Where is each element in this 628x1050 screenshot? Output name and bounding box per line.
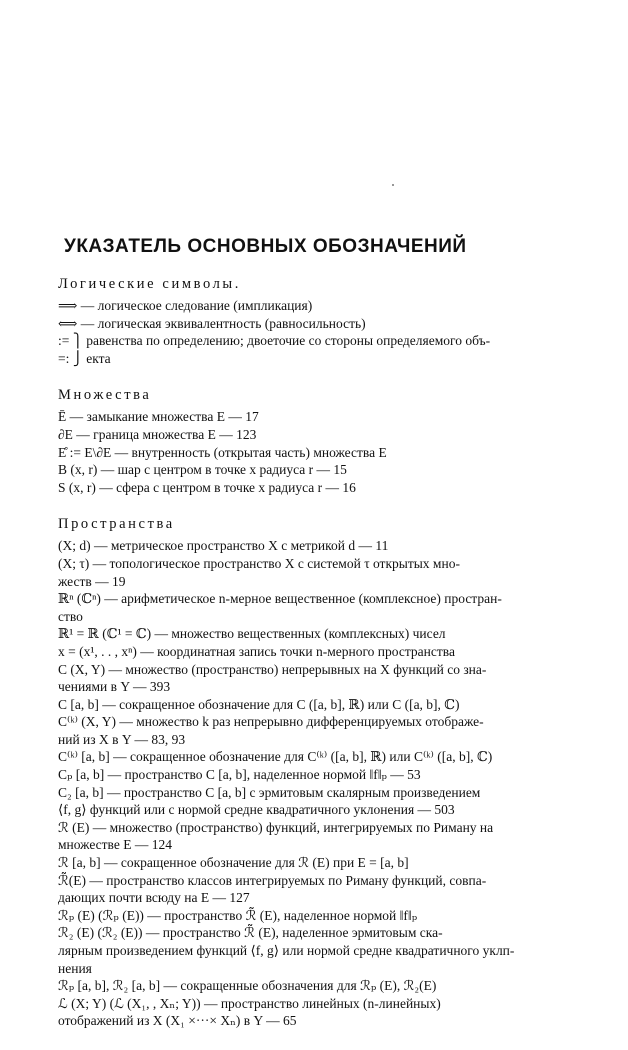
entry-line: E̊ := E\∂E — внутренность (открытая часть) множества E [58, 444, 387, 460]
entry-line: ℛ (E) — множество (пространство) функций, интегрируемых по Риману на [58, 819, 494, 835]
entry-line: ⟺ — логическая эквивалентность (равносильность) [58, 315, 366, 331]
entry-line: C⁽ᵏ⁾ (X, Y) — множество k раз непрерывно дифференцируемых отображе- [58, 714, 484, 730]
entry-line: (X; d) — метрическое пространство X с метрикой d — 11 [58, 538, 389, 554]
entry-line: ℛₚ (E) (ℛₚ (E)) — пространство ℛ̃ (E), наделенное нормой ‖f‖ₚ [58, 907, 418, 923]
page-title: УКАЗАТЕЛЬ ОСНОВНЫХ ОБОЗНАЧЕНИЙ [64, 236, 467, 257]
entry-line: ℛ₂ (E) (ℛ₂ (E)) — пространство ℛ̃ (E), наделенное эрмитовым ска- [58, 925, 443, 941]
index-page [58, 236, 598, 1050]
entry-line: C (X, Y) — множество (пространство) непрерывных на X функций со зна- [58, 661, 487, 677]
entry-line: жеств — 19 [58, 573, 126, 589]
entry-line: S (x, r) — сфера с центром в точке x радиуса r — 16 [58, 479, 356, 495]
entry-line: =: ⎭ екта [58, 350, 111, 366]
entry-line: множестве E — 124 [58, 837, 172, 853]
entry-line: отображений из X (X₁ ×···× Xₙ) в Y — 65 [58, 1013, 297, 1029]
entry-line: ℝ¹ = ℝ (ℂ¹ = ℂ) — множество вещественных (комплексных) чисел [58, 626, 446, 642]
entry-line: C [a, b] — сокращенное обозначение для C ([a, b], ℝ) или C ([a, b], ℂ) [58, 696, 460, 712]
entry-line: (X; τ) — топологическое пространство X с системой τ открытых мно- [58, 555, 460, 571]
section-heading: Множества [58, 387, 152, 404]
entry-line: дающих почти всюду на E — 127 [58, 890, 250, 906]
entry-line: чениями в Y — 393 [58, 679, 171, 695]
entry-line: B (x, r) — шар с центром в точке x радиуса r — 15 [58, 462, 347, 478]
entry-line: ℛₚ [a, b], ℛ₂ [a, b] — сокращенные обозначения для ℛₚ (E), ℛ₂(E) [58, 978, 437, 994]
entry-line: лярным произведением функций ⟨f, g⟩ или нормой средне квадратичного уклп- [58, 943, 515, 958]
section [58, 516, 598, 1030]
entry-line: C⁽ᵏ⁾ [a, b] — сокращенное обозначение для C⁽ᵏ⁾ ([a, b], ℝ) или C⁽ᵏ⁾ ([a, b], ℂ) [58, 749, 493, 765]
entry-line: ⟹ — логическое следование (импликация) [58, 298, 313, 313]
entry-line: ⟨f, g⟩ функций или с нормой средне квадратичного уклонения — 503 [58, 802, 455, 818]
section-heading: Пространства [58, 516, 175, 533]
print-speck [392, 184, 394, 186]
section [58, 276, 598, 367]
entry-line: C₂ [a, b] — пространство C [a, b] с эрмитовым скалярным произведением [58, 784, 481, 800]
entry-line: ний из X в Y — 83, 93 [58, 731, 186, 747]
entry-line: x = (x¹, . . , xⁿ) — координатная запись точки n-мерного пространства [58, 643, 455, 659]
entry-line: ℝⁿ (ℂⁿ) — арифметическое n-мерное вещественное (комплексное) простран- [58, 591, 502, 607]
entry-line: ℒ (X; Y) (ℒ (X₁, , Xₙ; Y)) — пространство линейных (n-линейных) [58, 995, 441, 1011]
entry-line: ство [58, 608, 83, 624]
entry-line: Ē — замыкание множества E — 17 [58, 409, 259, 425]
entry-line: := ⎫ равенства по определению; двоеточие со стороны определяемого объ- [58, 333, 491, 349]
entry-line: нения [58, 960, 92, 976]
entry-line: ∂E — граница множества E — 123 [58, 426, 257, 442]
entry-line: Cₚ [a, b] — пространство C [a, b], наделенное нормой ‖f‖ₚ — 53 [58, 767, 421, 783]
sections-container [58, 276, 598, 1030]
section [58, 387, 598, 496]
entry-line: ℛ [a, b] — сокращенное обозначение для ℛ (E) при E = [a, b] [58, 855, 409, 871]
entry-line: ℛ̃(E) — пространство классов интегрируемых по Риману функций, совпа- [58, 872, 487, 888]
section-heading: Логические символы. [58, 276, 242, 292]
